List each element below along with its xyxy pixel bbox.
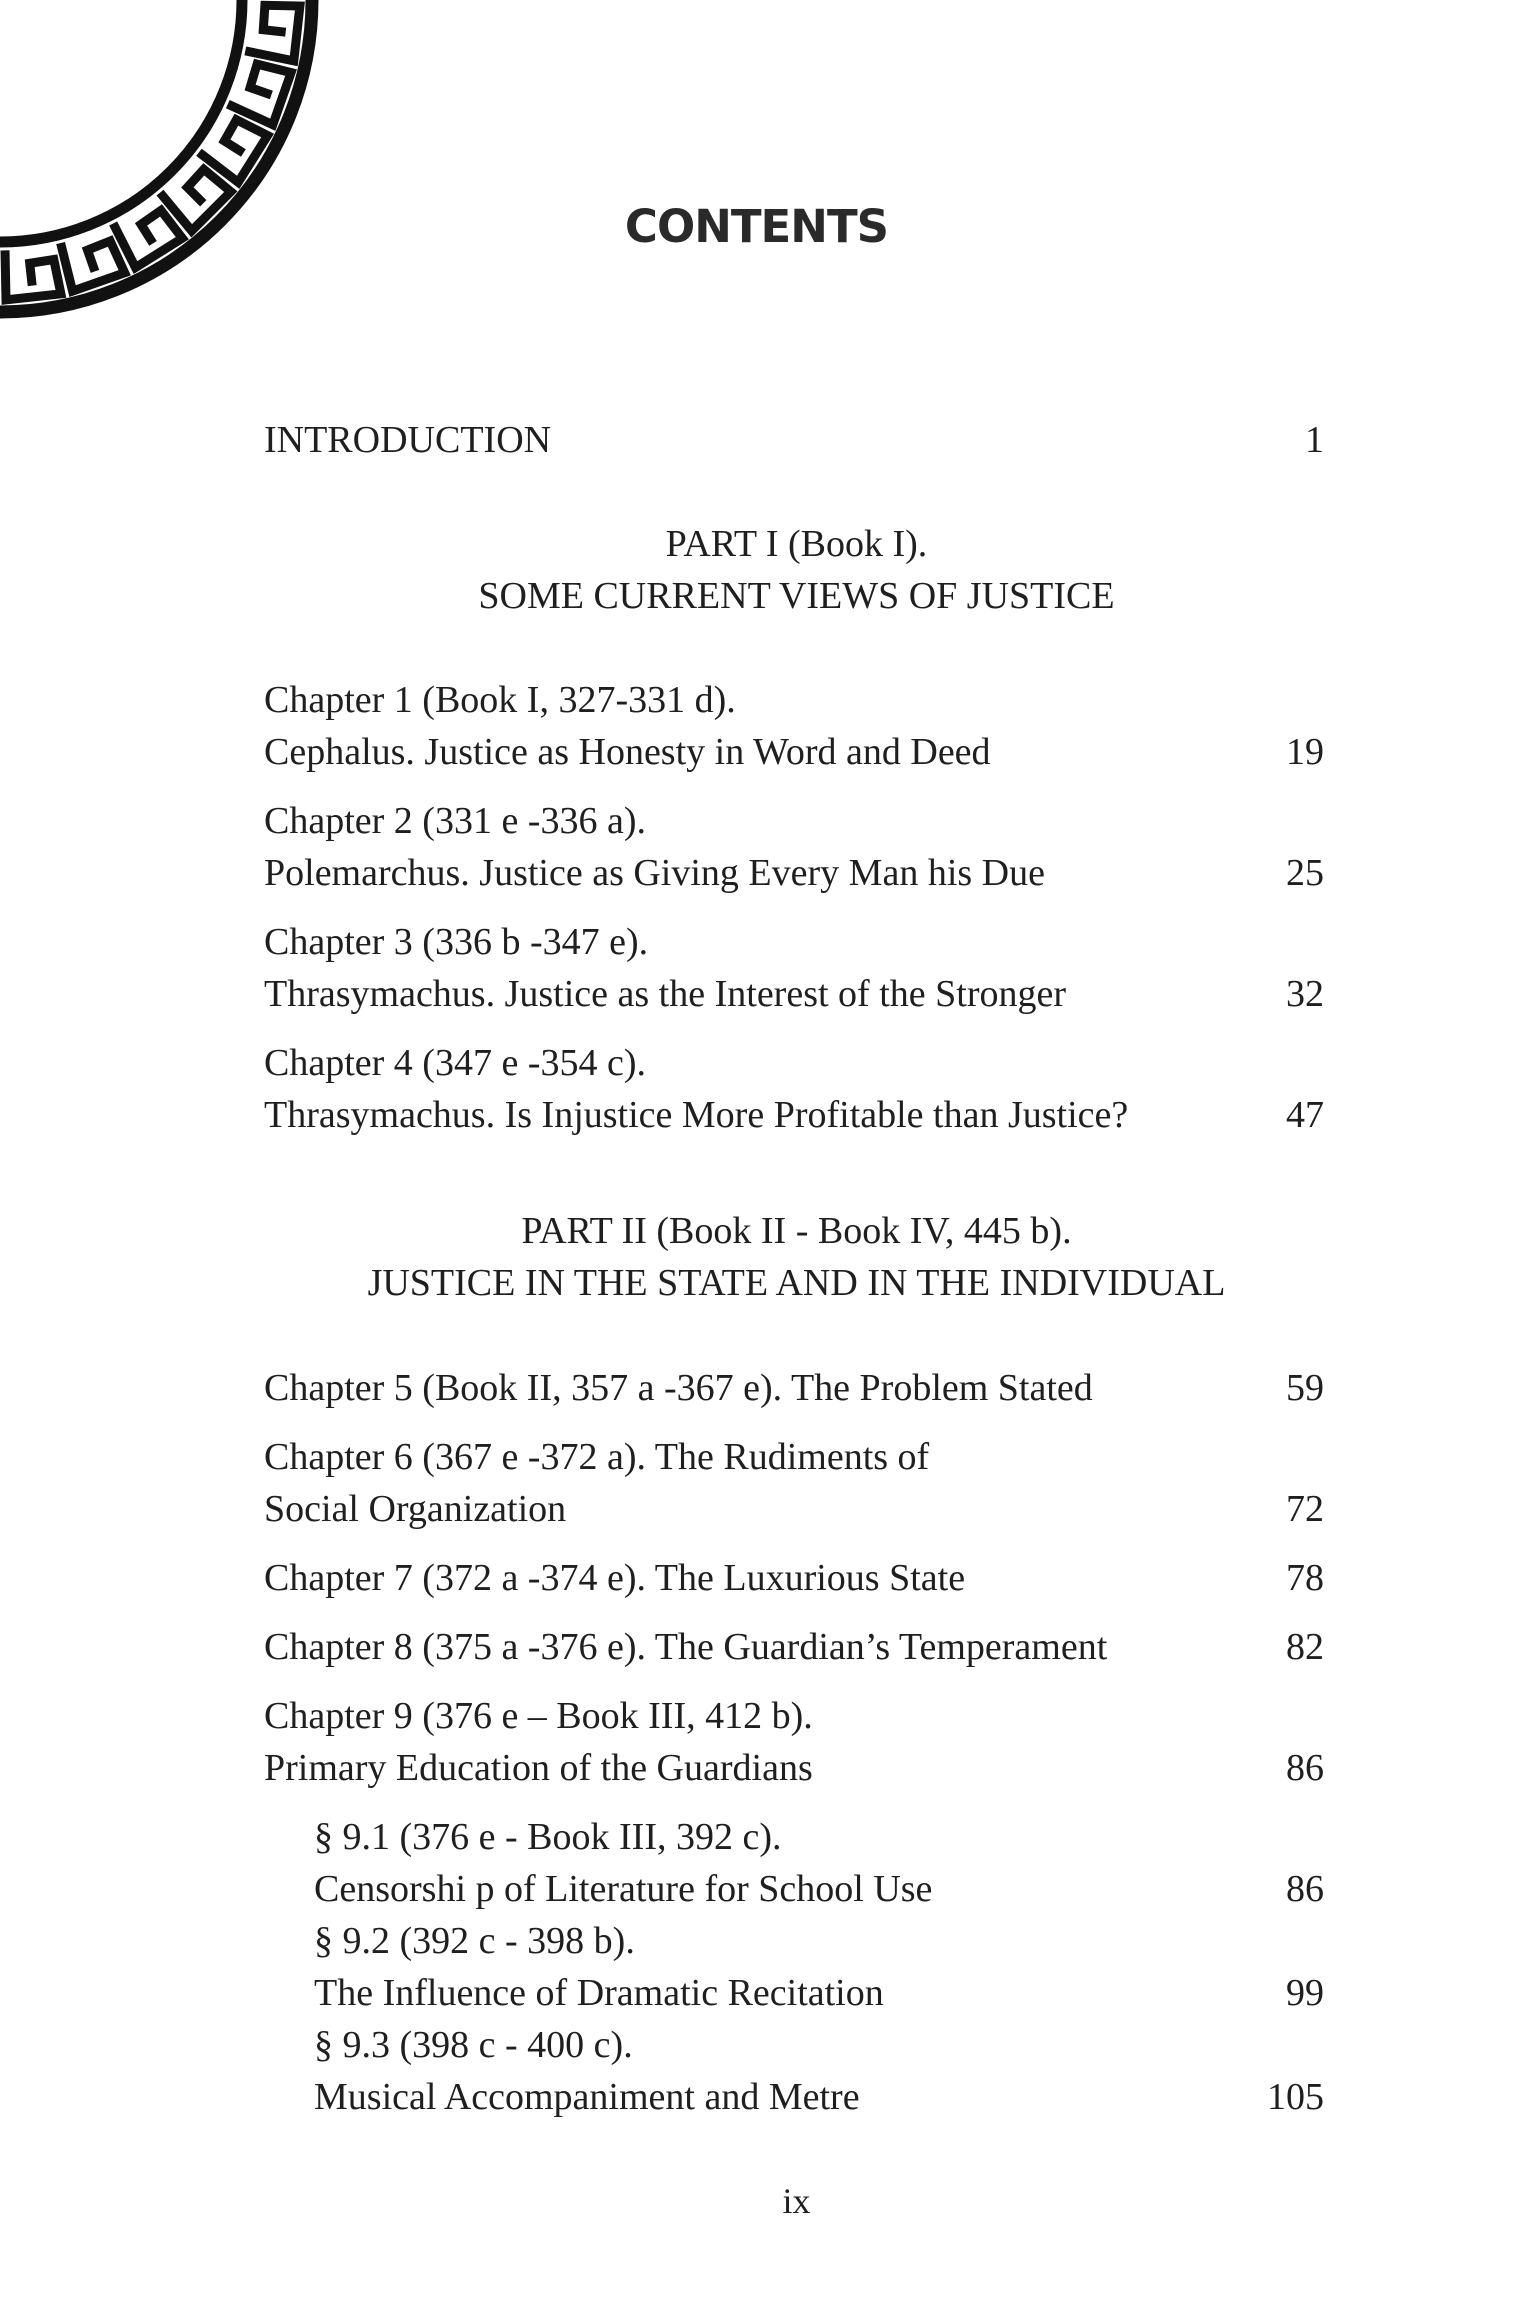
- toc-entry-chapter-7[interactable]: [264, 1552, 1324, 1604]
- part-heading-line: SOME CURRENT VIEWS OF JUSTICE: [478, 575, 1115, 617]
- part-heading-line: PART II (Book II - Book IV, 445 b).: [521, 1210, 1072, 1252]
- toc-entry-title: INTRODUCTION: [264, 419, 552, 461]
- toc-page-number: 99: [1286, 1972, 1324, 2014]
- toc-entry-chapter-4[interactable]: [264, 1037, 1324, 1141]
- toc-entry-title: Chapter 5 (Book II, 357 a -367 e). The Problem Stated: [264, 1367, 1093, 1409]
- toc-entry-chapter-6[interactable]: [264, 1431, 1324, 1535]
- toc-entry-chapter-9[interactable]: [264, 1690, 1324, 1794]
- toc-entry-title: § 9.2 (392 c - 398 b).: [314, 1920, 635, 1962]
- toc-entry-title: Chapter 3 (336 b -347 e).: [264, 921, 649, 963]
- toc-entry-title: Chapter 4 (347 e -354 c).: [264, 1042, 646, 1084]
- toc-entry-title: Chapter 8 (375 a -376 e). The Guardian’s Temperament: [264, 1626, 1108, 1668]
- part-heading-line: JUSTICE IN THE STATE AND IN THE INDIVIDUAL: [367, 1262, 1226, 1304]
- toc-page-number: 105: [1267, 2076, 1324, 2118]
- greek-key-motif: [232, 64, 291, 125]
- toc-page-number: 82: [1286, 1626, 1324, 1668]
- toc-entry-subtitle: Social Organization: [264, 1488, 567, 1530]
- part-heading: [0, 518, 1513, 622]
- toc-page-number: 59: [1286, 1367, 1324, 1409]
- toc-page-number: 86: [1286, 1868, 1324, 1910]
- toc-page-number: 19: [1286, 731, 1324, 773]
- toc-entry-subtitle: Primary Education of the Guardians: [264, 1747, 813, 1789]
- toc-entry-subtitle: Polemarchus. Justice as Giving Every Man his Due: [264, 852, 1045, 894]
- greek-key-ornament: [0, 0, 330, 340]
- toc-page-number: 78: [1286, 1557, 1324, 1599]
- page-title: CONTENTS: [624, 200, 889, 253]
- toc-entry-title: § 9.3 (398 c - 400 c).: [314, 2024, 633, 2066]
- toc-entry-subtitle: Thrasymachus. Justice as the Interest of the Stronger: [264, 973, 1066, 1015]
- toc-entry-chapter-2[interactable]: [264, 795, 1324, 899]
- toc-entry-chapter-3[interactable]: [264, 916, 1324, 1020]
- toc-entry-section-9-1[interactable]: [314, 1811, 1324, 1915]
- toc-entry-chapter-8[interactable]: [264, 1621, 1324, 1673]
- toc-entry-title: Chapter 2 (331 e -336 a).: [264, 800, 646, 842]
- part-heading: [0, 1205, 1513, 1309]
- greek-key-motif: [250, 5, 300, 61]
- part-heading-line: PART I (Book I).: [665, 523, 928, 565]
- toc-entry-title: Chapter 9 (376 e – Book III, 412 b).: [264, 1695, 813, 1737]
- toc-entry-title: Chapter 1 (Book I, 327-331 d).: [264, 679, 736, 721]
- page-number-footer: ix: [782, 2181, 811, 2221]
- toc-entry-chapter-1[interactable]: [264, 674, 1324, 778]
- toc-page-number: 72: [1286, 1488, 1324, 1530]
- toc-entry-title: Chapter 6 (367 e -372 a). The Rudiments of: [264, 1436, 930, 1478]
- toc-page-number: 47: [1286, 1094, 1324, 1136]
- toc-entry-section-9-3[interactable]: [314, 2019, 1324, 2123]
- toc-entry-section-9-2[interactable]: [314, 1915, 1324, 2019]
- toc-entry-title: § 9.1 (376 e - Book III, 392 c).: [314, 1816, 782, 1858]
- toc-entry-chapter-5[interactable]: [264, 1362, 1324, 1414]
- toc-page-number: 25: [1286, 852, 1324, 894]
- toc-page-number: 32: [1286, 973, 1324, 1015]
- toc-entry-subtitle: Cephalus. Justice as Honesty in Word and Deed: [264, 731, 991, 773]
- toc-entry-title: Chapter 7 (372 a -374 e). The Luxurious State: [264, 1557, 966, 1599]
- toc-entry-subtitle: The Influence of Dramatic Recitation: [314, 1972, 884, 2014]
- toc-entry-introduction[interactable]: [264, 414, 1324, 466]
- toc-entry-subtitle: Musical Accompaniment and Metre: [314, 2076, 860, 2118]
- toc-page-number: 86: [1286, 1747, 1324, 1789]
- toc-entry-subtitle: Censorshi p of Literature for School Use: [314, 1868, 933, 1910]
- toc-page-number: 1: [1305, 419, 1324, 461]
- toc-entry-subtitle: Thrasymachus. Is Injustice More Profitable than Justice?: [264, 1094, 1129, 1136]
- greek-key-motif: [5, 255, 61, 300]
